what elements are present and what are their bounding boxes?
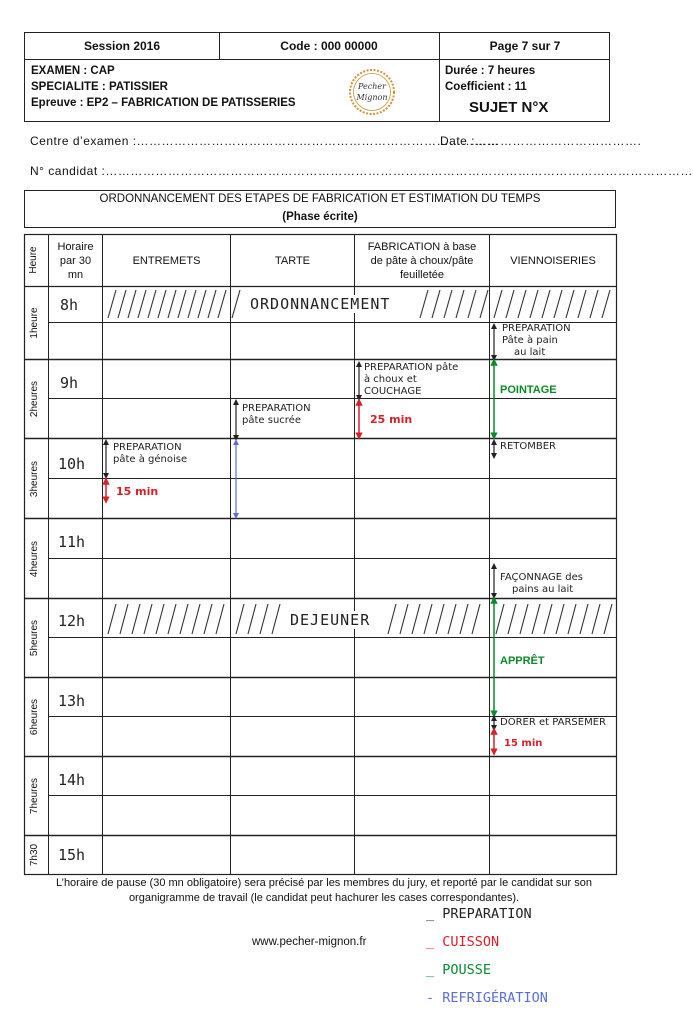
specialite-label: SPECIALITE : PATISSIER (31, 81, 168, 93)
sujet-label: SUJET N°X (469, 99, 549, 116)
ordonnancement-banner: ORDONNANCEMENT (250, 295, 391, 313)
entremets-prep-note: PREPARATION pâte à génoise (113, 442, 188, 465)
hour-label-5: 5heures (29, 619, 40, 657)
date-field: Date :…………………………………. (440, 134, 642, 148)
dorer-cuisson-time: 15 min (504, 738, 543, 749)
coefficient-label: Coefficient : 11 (445, 81, 527, 93)
faconnage-note: FAÇONNAGE des pains au lait (500, 572, 583, 595)
pointage-note: POINTAGE (500, 384, 557, 396)
code-label: Code : 000 00000 (280, 39, 378, 53)
table-title: ORDONNANCEMENT DES ETAPES DE FABRICATION ET ESTIMATION DU TEMPS (99, 193, 541, 205)
time-12h: 12h (58, 612, 86, 630)
hour-label-6: 6heures (29, 698, 40, 736)
time-9h: 9h (60, 374, 79, 392)
page-label: Page 7 sur 7 (489, 39, 561, 53)
retomber-note: RETOMBER (500, 441, 557, 452)
legend-preparation: _ PREPARATION (426, 906, 532, 922)
time-8h: 8h (60, 296, 79, 314)
hour-label-1: 1heure (29, 307, 40, 339)
choux-prep-note: PREPARATION pâte à choux et COUCHAGE (364, 362, 459, 397)
duree-label: Durée : 7 heures (445, 65, 536, 77)
time-11h: 11h (58, 533, 86, 551)
session-label: Session 2016 (83, 39, 161, 53)
legend (426, 906, 548, 1018)
dorer-note: DORER et PARSEMER (500, 717, 606, 728)
time-15h: 15h (58, 846, 86, 864)
col-viennoiseries-header: VIENNOISERIES (510, 255, 596, 267)
hour-label-3: 3heures (29, 460, 40, 498)
time-13h: 13h (58, 692, 86, 710)
logo-word-1: Pecher (358, 82, 386, 91)
legend-cuisson: _ CUISSON (426, 934, 500, 950)
col-entremets-header: ENTREMETS (132, 255, 201, 267)
col-heure-header: Heure (28, 246, 39, 274)
hour-label-4: 4heures (29, 540, 40, 578)
hour-label-7h30: 7h30 (29, 843, 40, 867)
epreuve-label: Epreuve : EP2 – FABRICATION DE PATISSERIES (31, 97, 296, 109)
col-tarte-header: TARTE (274, 255, 311, 267)
legend-pousse: _ POUSSE (426, 962, 492, 978)
dejeuner-banner: DEJEUNER (290, 611, 371, 629)
legend-refrigeration: - REFRIGÉRATION (426, 990, 548, 1006)
choux-cuisson-time: 25 min (370, 413, 413, 426)
tarte-prep-note: PREPARATION pâte sucrée (242, 403, 311, 426)
vien-prep-note: PREPARATION Pâte à pain au lait (502, 323, 571, 358)
time-14h: 14h (58, 771, 86, 789)
col-fabrication-header: FABRICATION à base de pâte à choux/pâte feuilletée (367, 241, 477, 281)
website-link[interactable]: www.pecher-mignon.fr (252, 936, 367, 948)
appret-note: APPRÊT (500, 655, 545, 667)
table-subtitle: (Phase écrite) (282, 211, 358, 223)
hour-label-2: 2heures (29, 380, 40, 418)
hour-label-7: 7heures (29, 777, 40, 815)
pause-note: L’horaire de pause (30 mn obligatoire) sera précisé par les membres du jury, et reporté par le candidat sur son organigramme de travail (le candidat peut hachurer les cases correspondantes). (55, 877, 593, 904)
centre-examen-field: Centre d’examen :…………………………………………………………………………… (30, 134, 500, 148)
logo-word-2: Mignon (356, 93, 388, 102)
candidat-field: N° candidat :…………………………………………………………………………………………………………………………… (30, 164, 693, 178)
entremets-cuisson-time: 15 min (116, 485, 159, 498)
col-horaire-header: Horaire par 30 mn (57, 241, 94, 281)
examen-label: EXAMEN : CAP (31, 65, 115, 77)
time-10h: 10h (58, 455, 86, 473)
